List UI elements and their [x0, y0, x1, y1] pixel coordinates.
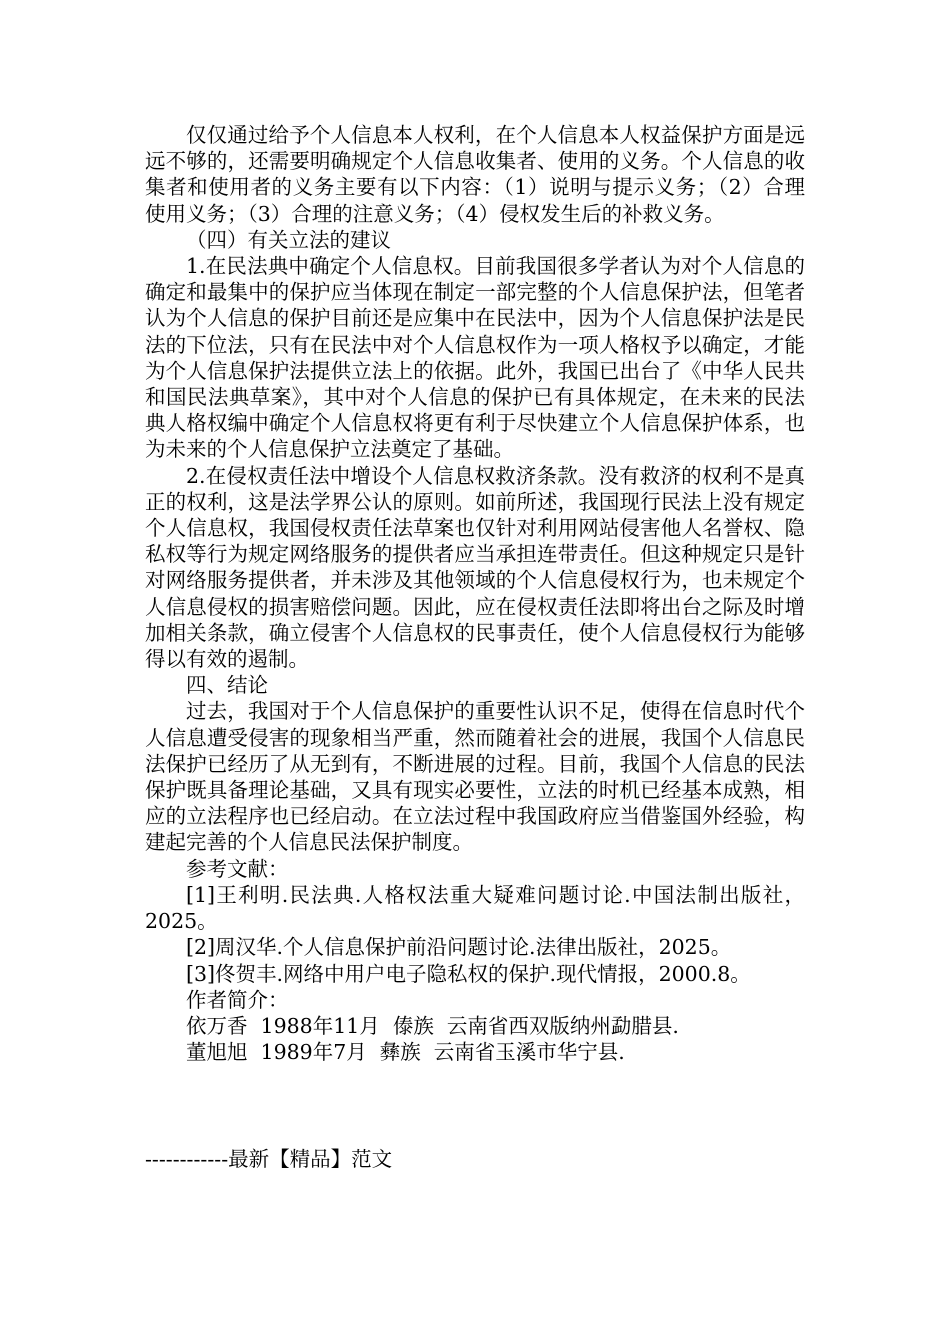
heading-references: 参考文献： [186, 856, 289, 881]
reference-item: [2]周汉华.个人信息保护前沿问题讨论.法律出版社，2025。 [186, 935, 732, 960]
author-item: 董旭旭 1989年7月 彝族 云南省玉溪市华宁县. [186, 1040, 625, 1065]
paragraph-tort-law: 2.在侵权责任法中增设个人信息权救济条款。没有救济的权利不是真正的权利，这是法学界公认的原则。如前所述，我国现行民法上没有规定个人信息权，我国侵权责任法草案也仅针对利用网站侵害他人名誉权、隐私权等行为规定网络服务的提供者应当承担连带责任。但这种规定只是针对网络服务提供者，并未涉及其他领域的个人信息侵权行为，也未规定个人信息侵权的损害赔偿问题。因此，应在侵权责任法即将出台之际及时增加相关条款，确立侵害个人信息权的民事责任，使个人信息侵权行为能够得以有效的遏制。 [145, 463, 805, 672]
document-body [145, 122, 805, 1065]
author-item: 依万香 1988年11月 傣族 云南省西双版纳州勐腊县. [186, 1013, 679, 1038]
footer-text: ------------最新【精品】范文 [145, 1147, 393, 1171]
paragraph-obligations: 仅仅通过给予个人信息本人权利，在个人信息本人权益保护方面是远远不够的，还需要明确规定个人信息收集者、使用的义务。个人信息的收集者和使用者的义务主要有以下内容：（1）说明与提示义务；（2）合理使用义务；（3）合理的注意义务；（4）侵权发生后的补救义务。 [145, 123, 805, 226]
reference-item: [1]王利明.民法典.人格权法重大疑难问题讨论.中国法制出版社，2025。 [145, 882, 805, 934]
heading-authors: 作者简介： [186, 987, 289, 1012]
paragraph-conclusion: 过去，我国对于个人信息保护的重要性认识不足，使得在信息时代个人信息遭受侵害的现象相当严重，然而随着社会的进展，我国个人信息民法保护已经历了从无到有，不断进展的过程。目前，我国个人信息的民法保护既具备理论基础，又具有现实必要性，立法的时机已经基本成熟，相应的立法程序也已经启动。在立法过程中我国政府应当借鉴国外经验，构建起完善的个人信息民法保护制度。 [145, 699, 805, 855]
heading-conclusion: 四、结论 [186, 673, 268, 698]
heading-legislation-suggestions: （四）有关立法的建议 [186, 227, 391, 252]
paragraph-civil-code: 1.在民法典中确定个人信息权。目前我国很多学者认为对个人信息的确定和最集中的保护应当体现在制定一部完整的个人信息保护法，但笔者认为个人信息的保护目前还是应集中在民法中，因为个人信息保护法是民法的下位法，只有在民法中对个人信息权作为一项人格权予以确定，才能为个人信息保护法提供立法上的依据。此外，我国已出台了《中华人民共和国民法典草案》，其中对个人信息的保护已有具体规定，在未来的民法典人格权编中确定个人信息权将更有利于尽快建立个人信息保护体系，也为未来的个人信息保护立法奠定了基础。 [145, 254, 805, 462]
reference-item: [3]佟贺丰.网络中用户电子隐私权的保护.现代情报，2000.8。 [186, 961, 751, 986]
